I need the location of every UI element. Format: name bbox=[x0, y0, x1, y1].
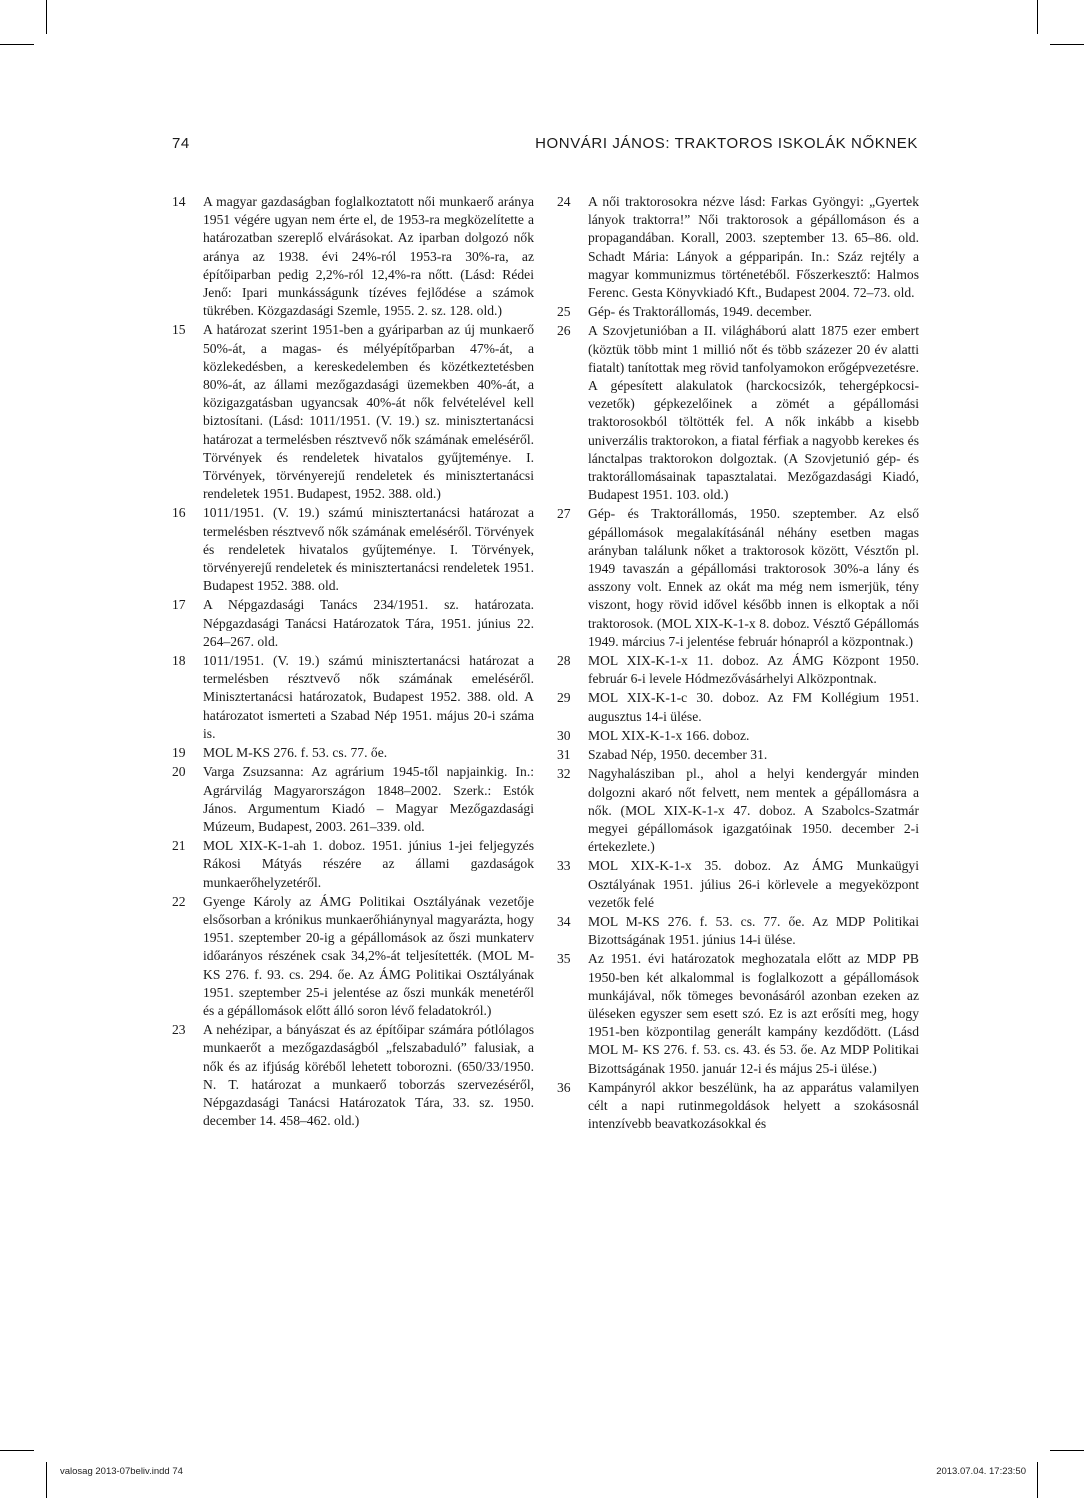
footnote-text: Gép- és Traktorállomás, 1949. december. bbox=[588, 304, 812, 320]
footnote bbox=[172, 596, 534, 651]
footnote-text: Kampányról akkor beszélünk, ha az apparátus valamilyen célt a napi rutinmegoldások helyett a szokásosnál intenzívebb beavatkozásokkal és bbox=[588, 1079, 919, 1132]
footnote-text: 1011/1951. (V. 19.) számú minisztertanácsi határozat a termelésben résztvevő nők számának emeléséről. Törvények és rendeletek hivatalos gyűjteménye. I. Törvények, törvényerejű rendeletek és minisztertanácsi rendeletek 1951. Budapest 1952. 388. old. bbox=[203, 505, 534, 594]
footnote bbox=[557, 950, 919, 1077]
footnote bbox=[557, 652, 919, 688]
footnote bbox=[557, 857, 919, 912]
footnote bbox=[557, 505, 919, 651]
footnote-text: 1011/1951. (V. 19.) számú minisztertanácsi határozat a termelésben résztvevő nők számának emeléséről. Minisztertanácsi határozatok, Budapest 1952. 388. old. A határozatot ismerteti a Szabad Nép 1951. május 20-i száma is. bbox=[203, 653, 534, 741]
footnote-number: 14 bbox=[172, 194, 186, 209]
crop-mark-bottom-right bbox=[1050, 1450, 1084, 1451]
footnote-number: 24 bbox=[557, 194, 571, 209]
footnote-number: 22 bbox=[172, 893, 186, 909]
page-number: 74 bbox=[172, 135, 190, 152]
footnote-number: 28 bbox=[557, 653, 571, 669]
footnote-number: 33 bbox=[557, 858, 571, 874]
footnote-text: A magyar gazdaságban foglalkoztatott női munkaerő aránya 1951 végére ugyan nem érte el, de 1953-ra megközelítette a határozatban szereplő elvárásokat. Az iparban dolgozó nők aránya az 1938. évi 24%-ról 1953-ra 30%-ra, az építőiparban pedig 2,2%-ról 12,4%-ra nőtt. (Lásd: Rédei Jenő: Ipari munkásságunk tízéves fejlődése a számok tükrében. Közgazdasági Szemle, 1955. 2. sz. 128. old.) bbox=[203, 194, 534, 319]
footnote-number: 29 bbox=[557, 690, 571, 706]
footnote-text: MOL XIX-K-1-c 30. doboz. Az FM Kollégium 1951. augusztus 14-i ülése. bbox=[588, 690, 919, 724]
footnote-number: 26 bbox=[557, 323, 571, 339]
footnote bbox=[557, 193, 919, 302]
footnote bbox=[172, 893, 534, 1020]
footnote-number: 30 bbox=[557, 727, 571, 743]
footnote-text: A határozat szerint 1951-ben a gyáriparban az új munkaerő 50%-át, a magas- és mélyépítőparban 47%-át, a közlekedésben, a kereskedelemben és közétkeztetésben 80%-át, az állami mezőgazdasági üzemekben 40%-át, a közigazgatásban ugyancsak 40%-át nők felvételével kell biztosítani. (Lásd: 1011/1951. (V. 19.) sz. minisztertanácsi határozat a termelésben résztvevő nők számának emeléséről. Törvények és rendeletek hivatalos gyűjteménye. I. Törvények, törvényerejű rendeletek és minisztertanácsi rendeletek 1951. Budapest, 1952. 388. old.) bbox=[203, 322, 534, 502]
footnote-text: Az 1951. évi határozatok meghozatala előtt az MDP PB 1950-ben két alkalommal is foglalkozott a gépállomások munkájával, nők tömeges bevonásáról azonban ezeken az üléseken egyszer sem esett szó. Ez is azt erősíti meg, hogy 1951-ben központilag generált kampány kezdődött. (Lásd MOL M- KS 276. f. 53. cs. 43. és 53. őe. Az MDP Politikai Bizottságának 1950. január 12-i és május 25-i ülése.) bbox=[588, 951, 919, 1076]
crop-mark-top-right-vertical bbox=[1037, 0, 1038, 34]
footnote-number: 27 bbox=[557, 506, 571, 522]
footnote-text: A nehézipar, a bányászat és az építőipar számára pótlólagos munkaerőt a mezőgazdaságból „felszabaduló” falusiak, a nők és az ifjúság köréből lehetett toborozni. (650/33/1950. N. T. határozat a munkaerő toborzás szervezéséről, Népgazdasági Tanácsi Határozatok Tára, 33. sz. 1950. december 14. 458–462. old.) bbox=[203, 1022, 534, 1129]
footnote-number: 16 bbox=[172, 505, 186, 521]
footnote-number: 34 bbox=[557, 913, 571, 929]
footnote bbox=[557, 913, 919, 949]
crop-mark-top-left bbox=[0, 44, 34, 45]
footnote bbox=[557, 765, 919, 856]
footnote bbox=[172, 1021, 534, 1130]
footnote-text: MOL M-KS 276. f. 53. cs. 77. őe. bbox=[203, 745, 388, 761]
footnote-number: 15 bbox=[172, 322, 186, 338]
crop-mark-top-left-vertical bbox=[46, 0, 47, 34]
footnote-number: 25 bbox=[557, 304, 571, 320]
footnote-text: MOL XIX-K-1-ah 1. doboz. 1951. június 1-jei feljegyzés Rákosi Mátyás részére az állami gazdaságok munkaerőhelyzetéről. bbox=[203, 838, 534, 890]
footnote-text: MOL M-KS 276. f. 53. cs. 77. őe. Az MDP Politikai Bizottságának 1951. június 14-i ülése. bbox=[588, 913, 919, 948]
footnotes-right-column bbox=[557, 193, 919, 1134]
footnote-text: Gyenge Károly az ÁMG Politikai Osztályának vezetője elsősorban a krónikus munkaerőhiánynyal magyarázta, hogy 1951. szeptember 20-ig a gépállomások az őszi munkaterv időarányos részének csak 34,2%-át teljesítették. (MOL M-KS 276. f. 93. cs. 294. őe. Az ÁMG Politikai Osztályának 1951. szeptember 25-i jelentése az őszi munkák menetéről és a gépállomások előtt álló soron lévő feladatokról.) bbox=[203, 893, 534, 1018]
footnote-number: 36 bbox=[557, 1079, 571, 1095]
footnote bbox=[172, 321, 534, 503]
footnote-number: 35 bbox=[557, 951, 571, 967]
footer-timestamp: 2013.07.04. 17:23:50 bbox=[936, 1466, 1026, 1477]
footnote bbox=[557, 746, 919, 764]
footnote bbox=[172, 193, 534, 320]
footer-file-name: valosag 2013-07beliv.indd 74 bbox=[60, 1466, 183, 1477]
footnote bbox=[172, 837, 534, 892]
footnote-number: 21 bbox=[172, 838, 186, 854]
footnote-text: MOL XIX-K-1-x 11. doboz. Az ÁMG Központ 1950. február 6-i levele Hódmezővásárhelyi Alközpontnak. bbox=[588, 653, 919, 687]
footnote bbox=[172, 652, 534, 743]
footnote-text: Szabad Nép, 1950. december 31. bbox=[588, 747, 768, 763]
footnote bbox=[557, 1079, 919, 1134]
running-head: HONVÁRI JÁNOS: TRAKTOROS ISKOLÁK NŐKNEK bbox=[535, 135, 918, 152]
crop-mark-bottom-left-vertical bbox=[46, 1462, 47, 1498]
footnote-number: 18 bbox=[172, 653, 186, 669]
crop-mark-top-right bbox=[1050, 44, 1084, 45]
footnote-number: 32 bbox=[557, 766, 571, 782]
footnote-number: 20 bbox=[172, 764, 186, 780]
footnote-number: 23 bbox=[172, 1022, 186, 1038]
footnote-number: 19 bbox=[172, 745, 186, 761]
crop-mark-bottom-left bbox=[0, 1450, 34, 1451]
crop-mark-bottom-right-vertical bbox=[1037, 1462, 1038, 1498]
footnote bbox=[557, 689, 919, 725]
footnote-text: MOL XIX-K-1-x 166. doboz. bbox=[588, 727, 750, 743]
footnote bbox=[557, 727, 919, 745]
footnote-number: 17 bbox=[172, 597, 186, 613]
footnote bbox=[172, 763, 534, 836]
footnote-number: 31 bbox=[557, 747, 571, 763]
footnote-text: A Népgazdasági Tanács 234/1951. sz. határozata. Népgazdasági Tanácsi Határozatok Tára, 1951. június 22. 264–267. old. bbox=[203, 597, 534, 649]
footnote bbox=[557, 322, 919, 504]
footnote-text: Varga Zsuzsanna: Az agrárium 1945-től napjainkig. In.: Agrárvilág Magyarországon 1848–2002. Szerk.: Estók János. Argumentum Kiadó – Magyar Mezőgazdasági Múzeum, Budapest, 2003. 261–339. old. bbox=[203, 764, 534, 834]
footnote bbox=[557, 303, 919, 321]
footnote bbox=[172, 504, 534, 595]
footnote-text: A női traktorosokra nézve lásd: Farkas Gyöngyi: „Gyertek lányok traktorra!” Női traktorosok a gépállomáson és a propagandában. Korall, 2003. szeptember 13. 65–86. old. Schadt Mária: Lányok a gépparipán. In.: Száz rejtély a magyar kommunizmus történetéből. Főszerkesztő: Halmos Ferenc. Gesta Könyvkiadó Kft., Budapest 2004. 72–73. old. bbox=[588, 194, 919, 301]
footnote-text: Nagyhalásziban pl., ahol a helyi kendergyár minden dolgozni akaró nőt felvett, nem mentek a gépállomásra a nők. (MOL XIX-K-1-x 47. doboz. A Szabolcs-Szatmár megyei gépállomások igazgatóinak 1950. december 2-i értekezlete.) bbox=[588, 766, 919, 855]
footnotes-left-column bbox=[172, 193, 534, 1131]
footnote-text: MOL XIX-K-1-x 35. doboz. Az ÁMG Munkaügyi Osztályának 1951. július 26-i körlevele a megyeközpont vezetők felé bbox=[588, 858, 919, 910]
footnote-text: A Szovjetunióban a II. világháború alatt 1875 ezer embert (köztük több mint 1 millió nőt és több százezer 20 év alatti fiatalt) tanítottak meg rövid tanfolyamokon erőgépvezetésre. A gépesített alakulatok (harckocsizók, tehergépkocsi-vezetők) gépkezelőinek a zömét a gépállomási traktorosokból töltötték fel. A nők inkább a kisebb univerzális traktorokon, a fiatal férfiak a nagyobb kerekes és lánctalpas traktorokon dolgoztak. (A Szovjetunió gép- és traktorállomásainak tapasztalatai. Mezőgazdasági Kiadó, Budapest 1951. 103. old.) bbox=[588, 323, 919, 503]
footnote-text: Gép- és Traktorállomás, 1950. szeptember. Az első gépállomások megalakításánál néhány esetben magas arányban találunk nőket a traktorosok között, Vésztőn pl. 1949 tavaszán a gépállomási traktorosok 30%-a lány és asszony volt. Ennek az okát ma még nem ismerjük, tény viszont, hogy rövid idővel később innen is elkoptak a női traktorosok. (MOL XIX-K-1-x 8. doboz. Vésztő Gépállomás 1949. március 7-i jelentése február hónapról a központnak.) bbox=[588, 506, 919, 649]
footnote bbox=[172, 744, 534, 762]
